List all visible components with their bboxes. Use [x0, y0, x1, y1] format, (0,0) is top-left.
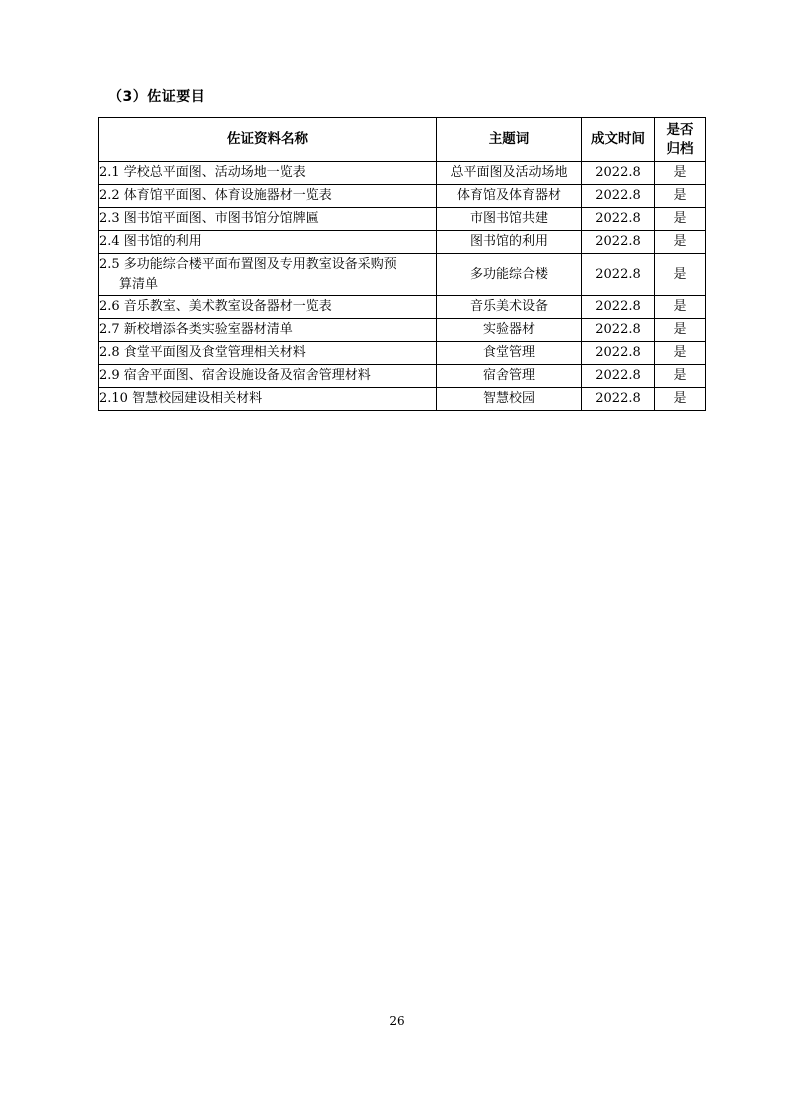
row-name [99, 254, 437, 296]
header-archived-line1: 是否 [666, 121, 694, 138]
row-name: 2.1 学校总平面图、活动场地一览表 [99, 162, 437, 185]
table-row [99, 254, 706, 296]
row-keyword: 图书馆的利用 [437, 231, 582, 254]
row-name-line2: 算清单 [119, 276, 159, 292]
row-archived: 是 [655, 231, 706, 254]
header-archived-line2: 归档 [666, 140, 694, 157]
evidence-table [98, 117, 706, 411]
row-archived: 是 [655, 365, 706, 388]
row-date: 2022.8 [582, 231, 655, 254]
row-keyword: 音乐美术设备 [437, 296, 582, 319]
row-archived: 是 [655, 319, 706, 342]
table-header-row [99, 118, 706, 162]
row-keyword: 体育馆及体育器材 [437, 185, 582, 208]
header-date: 成文时间 [582, 118, 655, 162]
section-heading: （3）佐证要目 [108, 89, 206, 105]
row-name-line1: 2.5 多功能综合楼平面布置图及专用教室设备采购预 [99, 256, 397, 272]
row-keyword: 市图书馆共建 [437, 208, 582, 231]
table-row [99, 208, 706, 231]
row-archived: 是 [655, 342, 706, 365]
row-keyword: 食堂管理 [437, 342, 582, 365]
row-name: 2.8 食堂平面图及食堂管理相关材料 [99, 342, 437, 365]
row-date: 2022.8 [582, 365, 655, 388]
row-date: 2022.8 [582, 296, 655, 319]
header-archived [655, 118, 706, 162]
row-name: 2.4 图书馆的利用 [99, 231, 437, 254]
table-row [99, 365, 706, 388]
table-row [99, 296, 706, 319]
row-date: 2022.8 [582, 162, 655, 185]
row-keyword: 实验器材 [437, 319, 582, 342]
table-row [99, 319, 706, 342]
row-archived: 是 [655, 185, 706, 208]
table-row [99, 388, 706, 411]
header-keyword: 主题词 [437, 118, 582, 162]
row-keyword: 宿舍管理 [437, 365, 582, 388]
row-name: 2.9 宿舍平面图、宿舍设施设备及宿舍管理材料 [99, 365, 437, 388]
row-keyword: 多功能综合楼 [437, 254, 582, 296]
row-name: 2.7 新校增添各类实验室器材清单 [99, 319, 437, 342]
row-archived: 是 [655, 208, 706, 231]
table-row [99, 342, 706, 365]
row-name: 2.6 音乐教室、美术教室设备器材一览表 [99, 296, 437, 319]
row-keyword: 智慧校园 [437, 388, 582, 411]
table-row [99, 162, 706, 185]
page-number: 26 [389, 1014, 405, 1028]
row-archived: 是 [655, 388, 706, 411]
row-archived: 是 [655, 296, 706, 319]
row-date: 2022.8 [582, 388, 655, 411]
row-name: 2.10 智慧校园建设相关材料 [99, 388, 437, 411]
table-row [99, 185, 706, 208]
row-keyword: 总平面图及活动场地 [437, 162, 582, 185]
row-date: 2022.8 [582, 342, 655, 365]
row-date: 2022.8 [582, 319, 655, 342]
row-name: 2.3 图书馆平面图、市图书馆分馆牌匾 [99, 208, 437, 231]
row-archived: 是 [655, 254, 706, 296]
table-row [99, 231, 706, 254]
row-name: 2.2 体育馆平面图、体育设施器材一览表 [99, 185, 437, 208]
row-date: 2022.8 [582, 208, 655, 231]
row-archived: 是 [655, 162, 706, 185]
row-date: 2022.8 [582, 254, 655, 296]
header-name: 佐证资料名称 [99, 118, 437, 162]
row-date: 2022.8 [582, 185, 655, 208]
